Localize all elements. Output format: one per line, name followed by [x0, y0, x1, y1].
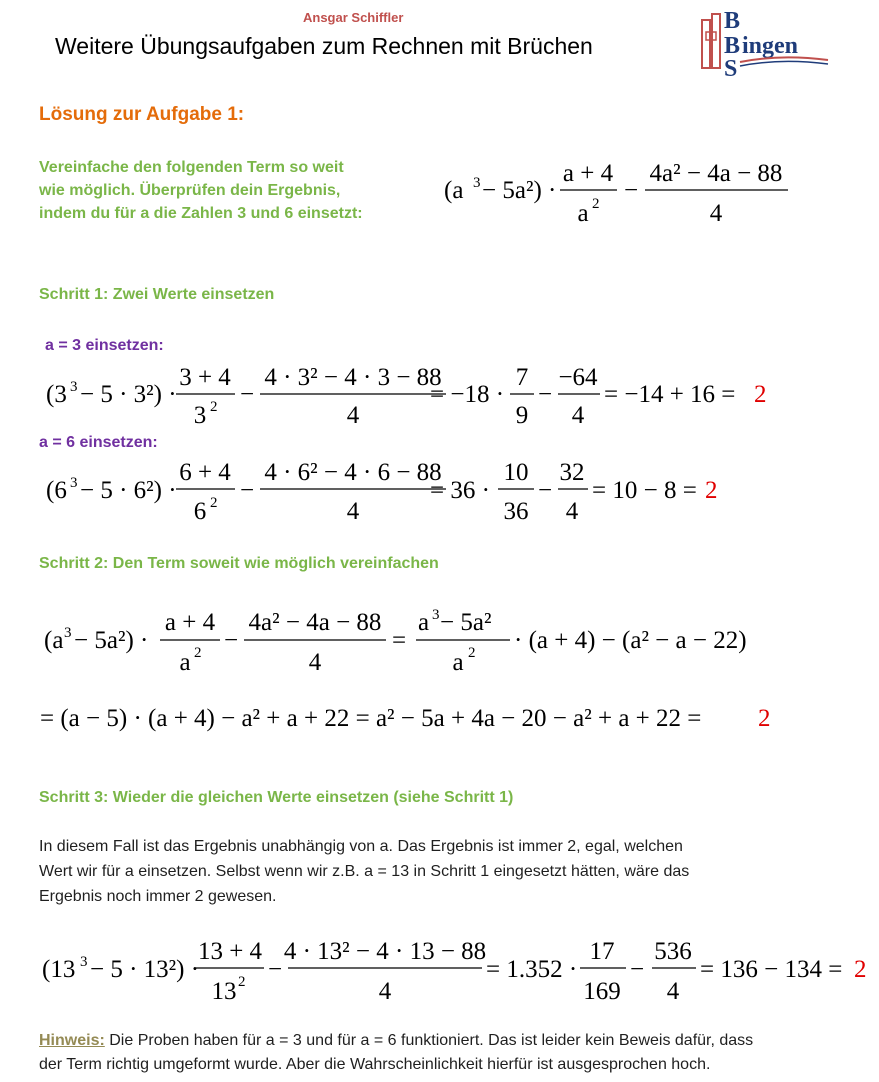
svg-text:6 + 4: 6 + 4: [179, 459, 231, 486]
svg-text:2: 2: [592, 196, 600, 212]
result-value: 2: [705, 477, 718, 504]
a6-label: a = 6 einsetzen:: [39, 434, 158, 451]
svg-text:13 + 4: 13 + 4: [197, 938, 263, 965]
svg-text:2: 2: [238, 974, 246, 990]
svg-text:a: a: [179, 649, 191, 676]
svg-text:4: 4: [378, 978, 392, 1005]
task-description: [39, 156, 419, 225]
svg-text:−: −: [538, 477, 553, 504]
school-logo: [700, 6, 830, 78]
svg-text:(6: (6: [46, 477, 67, 504]
svg-text:4: 4: [709, 200, 723, 227]
svg-text:36: 36: [503, 498, 529, 525]
equation-simplify-2: [40, 696, 840, 736]
svg-text:−: −: [624, 177, 639, 204]
svg-text:− 5 · 6²) ·: − 5 · 6²) ·: [80, 477, 177, 504]
solution-heading: Lösung zur Aufgabe 1:: [39, 104, 245, 125]
svg-text:−: −: [240, 381, 255, 408]
a3-label: a = 3 einsetzen:: [45, 337, 164, 354]
svg-text:3: 3: [64, 625, 72, 641]
svg-text:3: 3: [432, 607, 440, 623]
result-value: 2: [754, 381, 767, 408]
svg-text:a + 4: a + 4: [164, 609, 216, 636]
svg-text:(a: (a: [44, 627, 64, 654]
svg-text:4 · 3² − 4 · 3 − 88: 4 · 3² − 4 · 3 − 88: [264, 364, 442, 391]
task-line: indem du für a die Zahlen 3 und 6 einsetzt:: [39, 205, 363, 222]
svg-text:2: 2: [210, 399, 218, 415]
svg-text:−: −: [630, 956, 645, 983]
svg-text:10: 10: [503, 459, 529, 486]
svg-text:−: −: [538, 381, 553, 408]
svg-text:−: −: [224, 627, 239, 654]
svg-text:−: −: [240, 477, 255, 504]
svg-text:a: a: [577, 200, 589, 227]
svg-text:4: 4: [308, 649, 322, 676]
paragraph-line: Wert wir für a einsetzen. Selbst wenn wir z.B. a = 13 in Schritt 1 eingesetzt hätten, wäre das: [39, 863, 690, 880]
paragraph-line: In diesem Fall ist das Ergebnis unabhängig von a. Das Ergebnis ist immer 2, egal, welchen: [39, 838, 683, 855]
author-name: Ansgar Schiffler: [303, 10, 404, 25]
svg-text:169: 169: [583, 978, 621, 1005]
svg-text:3: 3: [70, 475, 78, 491]
logo-letter-s: S: [724, 56, 738, 78]
svg-text:− 5 · 3²) ·: − 5 · 3²) ·: [80, 381, 177, 408]
svg-text:32: 32: [559, 459, 585, 486]
task-term: [440, 150, 800, 230]
svg-text:4: 4: [565, 498, 579, 525]
svg-text:− 5a²) ·: − 5a²) ·: [482, 177, 557, 204]
paragraph-line: Ergebnis noch immer 2 gewesen.: [39, 888, 277, 905]
svg-text:2: 2: [468, 645, 476, 661]
svg-text:− 5 · 13²) ·: − 5 · 13²) ·: [90, 956, 200, 983]
svg-text:4 · 6² − 4 · 6 − 88: 4 · 6² − 4 · 6 − 88: [264, 459, 442, 486]
svg-text:4a² − 4a − 88: 4a² − 4a − 88: [248, 609, 382, 636]
svg-text:= 136 − 134 =: = 136 − 134 =: [700, 956, 843, 983]
svg-text:= (a − 5) · (a + 4) − a² + a +: = (a − 5) · (a + 4) − a² + a + 22 = a² − 5a + 4a − 20 − a² + a + 22 =: [40, 705, 702, 732]
svg-text:536: 536: [654, 938, 692, 965]
explanation-paragraph: [39, 834, 689, 909]
svg-text:− 5a²) ·: − 5a²) ·: [74, 627, 149, 654]
svg-text:3: 3: [473, 175, 481, 191]
svg-text:−: −: [268, 956, 283, 983]
document-title: Weitere Übungsaufgaben zum Rechnen mit Brüchen: [55, 33, 593, 59]
result-value: 2: [854, 956, 867, 983]
hint-line: der Term richtig umgeformt wurde. Aber die Wahrscheinlichkeit hierfür ist ausgesprochen hoch.: [39, 1056, 711, 1073]
task-line: wie möglich. Überprüfen dein Ergebnis,: [39, 182, 341, 199]
svg-text:17: 17: [589, 938, 615, 965]
svg-text:3: 3: [80, 954, 88, 970]
svg-text:4 · 13² − 4 · 13 − 88: 4 · 13² − 4 · 13 − 88: [283, 938, 487, 965]
svg-text:= −18 ·: = −18 ·: [430, 381, 505, 408]
equation-a6: [40, 455, 840, 527]
equation-a13: [40, 932, 876, 1008]
task-line: Vereinfache den folgenden Term so weit: [39, 159, 344, 176]
svg-text:(13: (13: [42, 956, 76, 983]
svg-text:a: a: [418, 609, 430, 636]
hint-paragraph: [39, 1029, 753, 1077]
svg-text:(3: (3: [46, 381, 67, 408]
hint-label: Hinweis:: [39, 1032, 105, 1049]
svg-text:= 10 − 8 =: = 10 − 8 =: [592, 477, 697, 504]
svg-text:(a: (a: [444, 177, 464, 204]
hint-line: [39, 1029, 753, 1053]
logo-letter-b2: B: [724, 33, 741, 59]
step2-heading: Schritt 2: Den Term soweit wie möglich vereinfachen: [39, 555, 439, 572]
svg-text:a + 4: a + 4: [562, 160, 614, 187]
result-value: 2: [758, 705, 771, 732]
hint-text: Die Proben haben für a = 3 und für a = 6 funktioniert. Das ist leider kein Beweis dafür, dass: [104, 1032, 754, 1049]
svg-text:9: 9: [515, 402, 529, 429]
svg-text:a: a: [452, 649, 464, 676]
logo-word: ingen: [742, 33, 799, 59]
svg-text:=: =: [392, 627, 407, 654]
svg-text:· (a + 4) − (a² − a − 22): · (a + 4) − (a² − a − 22): [514, 627, 747, 654]
svg-text:= 1.352 ·: = 1.352 ·: [486, 956, 578, 983]
svg-text:3 + 4: 3 + 4: [179, 364, 231, 391]
svg-text:4: 4: [346, 498, 360, 525]
svg-text:2: 2: [194, 645, 202, 661]
svg-text:4: 4: [346, 402, 360, 429]
svg-text:13: 13: [211, 978, 237, 1005]
svg-text:4: 4: [571, 402, 585, 429]
svg-text:= 36 ·: = 36 ·: [430, 477, 490, 504]
logo-letter-b1: B: [724, 8, 741, 34]
svg-text:6: 6: [193, 498, 207, 525]
svg-text:4a² − 4a − 88: 4a² − 4a − 88: [649, 160, 783, 187]
svg-text:= −14 + 16 =: = −14 + 16 =: [604, 381, 736, 408]
svg-text:4: 4: [666, 978, 680, 1005]
svg-text:2: 2: [210, 495, 218, 511]
svg-text:−64: −64: [558, 364, 598, 391]
step1-heading: Schritt 1: Zwei Werte einsetzen: [39, 286, 275, 303]
equation-a3: [40, 360, 840, 432]
step3-heading: Schritt 3: Wieder die gleichen Werte einsetzen (siehe Schritt 1): [39, 789, 514, 806]
svg-text:3: 3: [193, 402, 207, 429]
svg-text:7: 7: [515, 364, 529, 391]
svg-text:3: 3: [70, 379, 78, 395]
svg-text:− 5a²: − 5a²: [440, 609, 492, 636]
equation-simplify-1: [40, 600, 840, 680]
